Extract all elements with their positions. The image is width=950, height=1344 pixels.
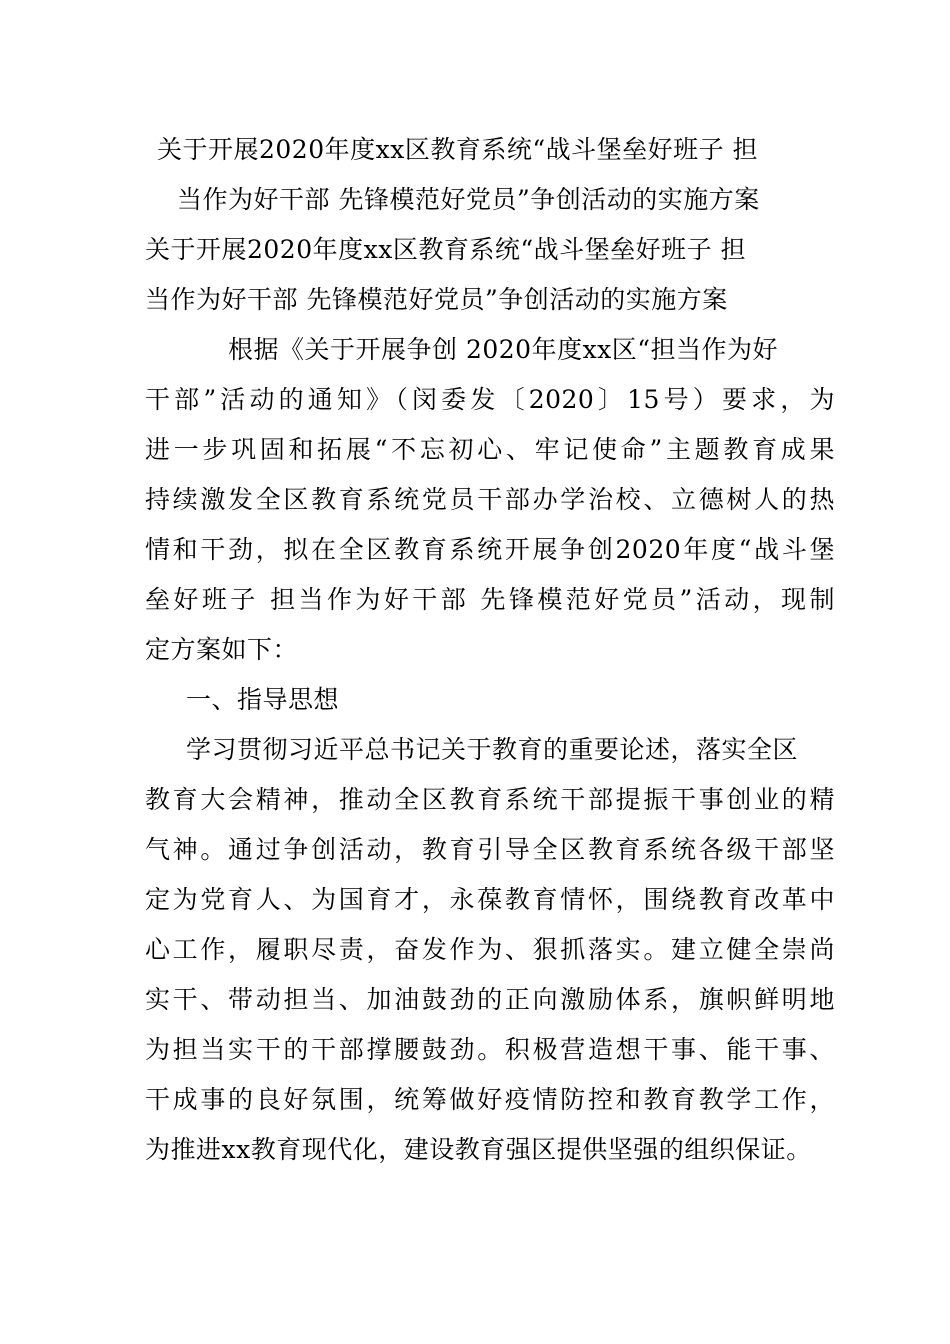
- subtitle-line-2: 当作为好干部 先锋模范好党员”争创活动的实施方案: [145, 285, 728, 314]
- title-line-1: 关于开展2020年度xx区教育系统“战斗堡垒好班子 担: [157, 135, 759, 164]
- intro-line: 根据《关于开展争创 2020年度xx区“担当作为好: [228, 335, 779, 364]
- section-line: 干成事的良好氛围，统筹做好疫情防控和教育教学工作，: [145, 1085, 835, 1114]
- subtitle-line-1: 关于开展2020年度xx区教育系统“战斗堡垒好班子 担: [145, 235, 747, 264]
- section-heading: 一、指导思想: [186, 685, 340, 714]
- section-line: 定为党育人、为国育才，永葆教育情怀，围绕教育改革中: [145, 885, 835, 914]
- title-line-2: 当作为好干部 先锋模范好党员”争创活动的实施方案: [177, 185, 760, 214]
- intro-line: 垒好班子 担当作为好干部 先锋模范好党员”活动，现制: [145, 585, 835, 614]
- section-line: 心工作，履职尽责，奋发作为、狠抓落实。建立健全崇尚: [145, 935, 835, 964]
- intro-line: 干部”活动的通知》（闵委发〔2020〕15号）要求，为: [145, 385, 835, 414]
- section-line: 为担当实干的干部撑腰鼓劲。积极营造想干事、能干事、: [145, 1035, 835, 1064]
- section-line: 学习贯彻习近平总书记关于教育的重要论述，落实全区: [186, 735, 799, 764]
- section-line: 教育大会精神，推动全区教育系统干部提振干事创业的精: [145, 785, 835, 814]
- section-line: 实干、带动担当、加油鼓劲的正向激励体系，旗帜鲜明地: [145, 985, 835, 1014]
- intro-line: 情和干劲，拟在全区教育系统开展争创2020年度“战斗堡: [145, 535, 835, 564]
- intro-line: 持续激发全区教育系统党员干部办学治校、立德树人的热: [145, 485, 835, 514]
- section-line: 为推进xx教育现代化，建设教育强区提供坚强的组织保证。: [145, 1135, 812, 1164]
- intro-line: 进一步巩固和拓展“不忘初心、牢记使命”主题教育成果: [145, 435, 835, 464]
- section-line: 气神。通过争创活动，教育引导全区教育系统各级干部坚: [145, 835, 835, 864]
- intro-line: 定方案如下：: [145, 635, 299, 664]
